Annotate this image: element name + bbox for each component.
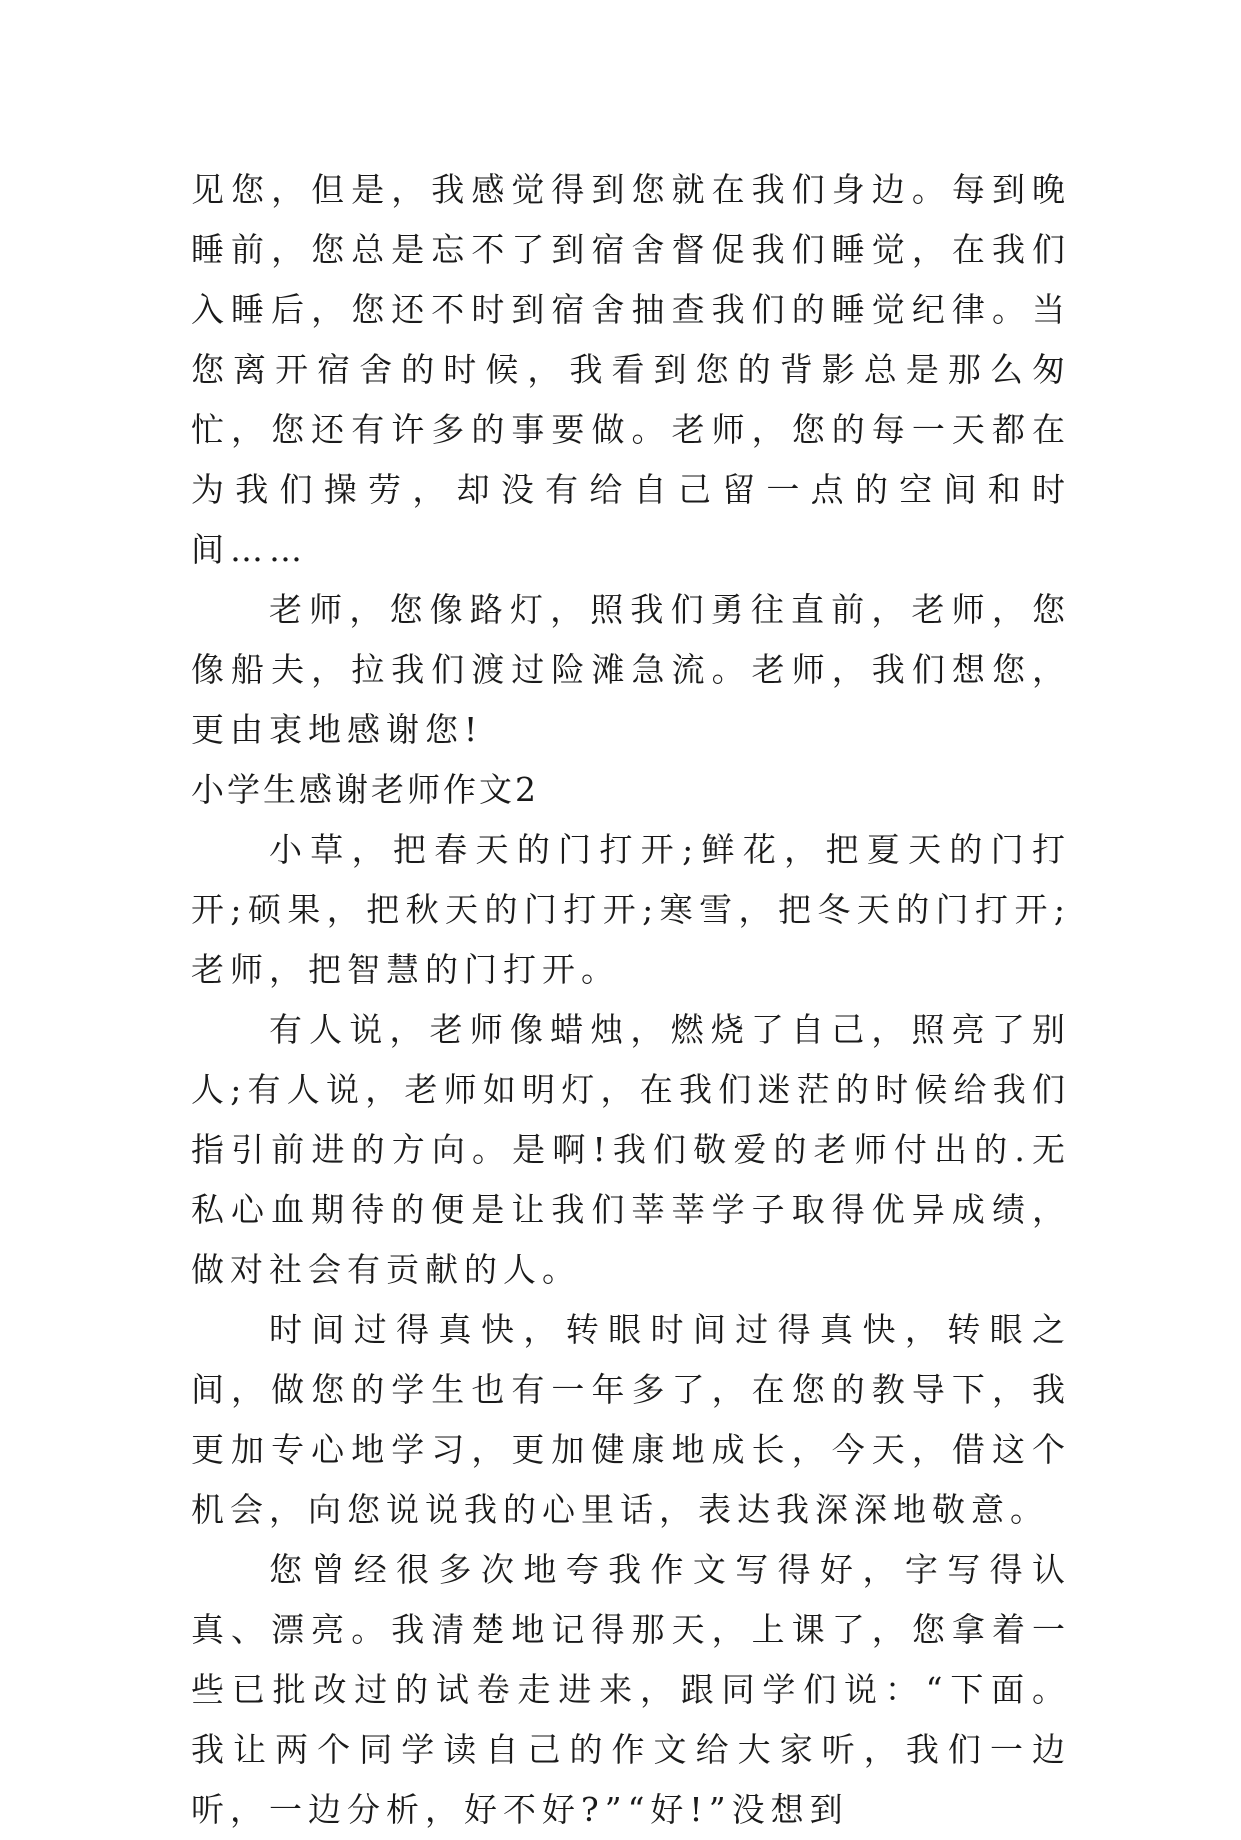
paragraph-candle: 有人说，老师像蜡烛，燃烧了自己，照亮了别人;有人说，老师如明灯，在我们迷茫的时候给我们指引前进的方向。是啊!我们敬爱的老师付出的.无私心血期待的便是让我们莘莘学子取得优异成绩，做对社会有贡献的人。 — [191, 1010, 1071, 1289]
paragraph-time: 时间过得真快，转眼时间过得真快，转眼之间，做您的学生也有一年多了，在您的教导下，我更加专心地学习，更加健康地成长，今天，借这个机会，向您说说我的心里话，表达我深深地敬意。 — [191, 1310, 1071, 1529]
paragraph-continued: 见您，但是，我感觉得到您就在我们身边。每到晚睡前，您总是忘不了到宿舍督促我们睡觉，在我们入睡后，您还不时到宿舍抽查我们的睡觉纪律。当您离开宿舍的时候，我看到您的背影总是那么匆忙，您还有许多的事要做。老师，您的每一天都在为我们操劳，却没有给自己留一点的空间和时间…… — [191, 170, 1071, 569]
paragraph-seasons: 小草，把春天的门打开;鲜花，把夏天的门打开;硕果，把秋天的门打开;寒雪，把冬天的门打开;老师，把智慧的门打开。 — [191, 830, 1071, 989]
document-body — [191, 160, 1071, 1840]
paragraph-praise: 您曾经很多次地夸我作文写得好，字写得认真、漂亮。我清楚地记得那天，上课了，您拿着一些已批改过的试卷走进来，跟同学们说：“下面。我让两个同学读自己的作文给大家听，我们一边听，一边分析，好不好?”“好!”没想到 — [191, 1550, 1071, 1829]
essay-title: 小学生感谢老师作文2 — [191, 770, 539, 809]
paragraph-gratitude: 老师，您像路灯，照我们勇往直前，老师，您像船夫，拉我们渡过险滩急流。老师，我们想您，更由衷地感谢您! — [191, 590, 1071, 749]
